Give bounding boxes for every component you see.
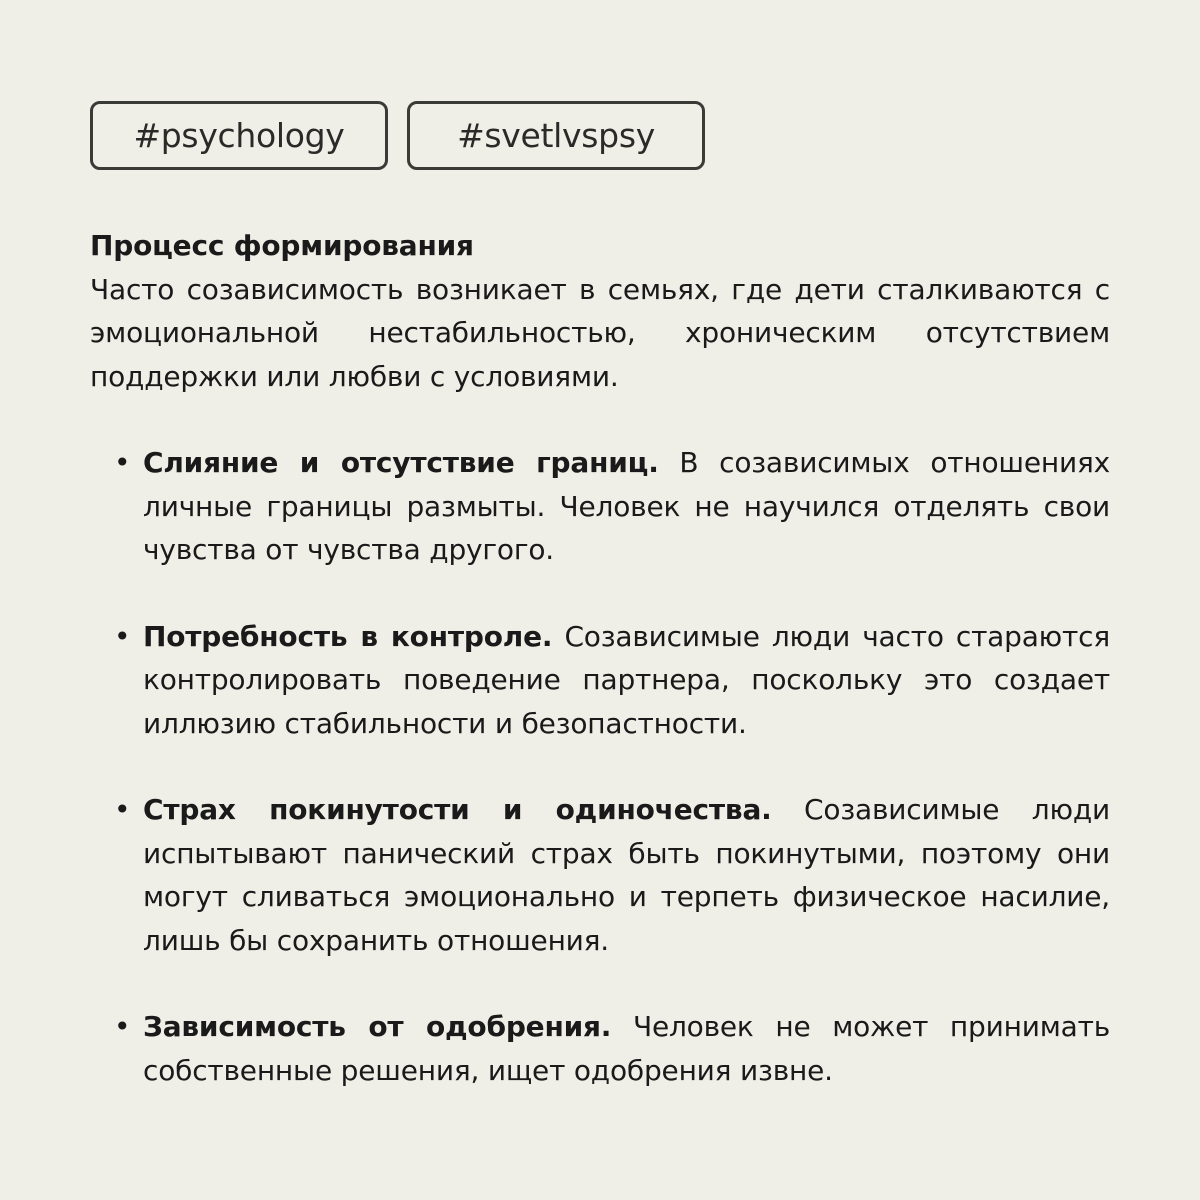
bullet-list (90, 441, 1110, 1092)
tag-psychology[interactable]: #psychology (90, 101, 388, 170)
tag-row (90, 101, 705, 170)
list-item (90, 441, 1110, 572)
item-term: Потребность в контроле. (143, 619, 553, 653)
article-body (90, 224, 1110, 1092)
intro-paragraph: Часто созависимость возникает в семьях, где дети сталкиваются с эмоциональной нестабильностью, хроническим отсутствием поддержки или любви с условиями. (90, 272, 1110, 393)
bullet-icon: • (114, 619, 131, 653)
item-term: Слияние и отсутствие границ. (143, 446, 659, 479)
list-item (90, 615, 1110, 746)
item-term: Зависимость от одобрения. (143, 1010, 612, 1043)
tag-svetlvspsy[interactable]: #svetlvspsy (407, 101, 705, 170)
bullet-icon: • (114, 793, 131, 826)
item-term: Страх покинутости и одиночества. (143, 793, 772, 826)
list-item (90, 788, 1110, 962)
section-heading: Процесс формирования (90, 229, 474, 262)
item-text: Созависимые люди часто стараются контролировать поведение партнера, поскольку это создает иллюзию стабильности и безопастности. (143, 619, 1110, 740)
item-text: Созависимые люди испытывают панический страх быть покинутыми, поэтому они могут сливаться эмоционально и терпеть физическое насилие, лишь бы сохранить отношения. (143, 793, 1110, 957)
bullet-icon: • (114, 1010, 131, 1043)
item-text: В созависимых отношениях личные границы размыты. Человек не научился отделять свои чувства от чувства другого. (143, 446, 1110, 566)
item-text: Человек не может принимать собственные решения, ищет одобрения извне. (143, 1010, 1110, 1087)
list-item (90, 1005, 1110, 1092)
bullet-icon: • (114, 446, 131, 479)
